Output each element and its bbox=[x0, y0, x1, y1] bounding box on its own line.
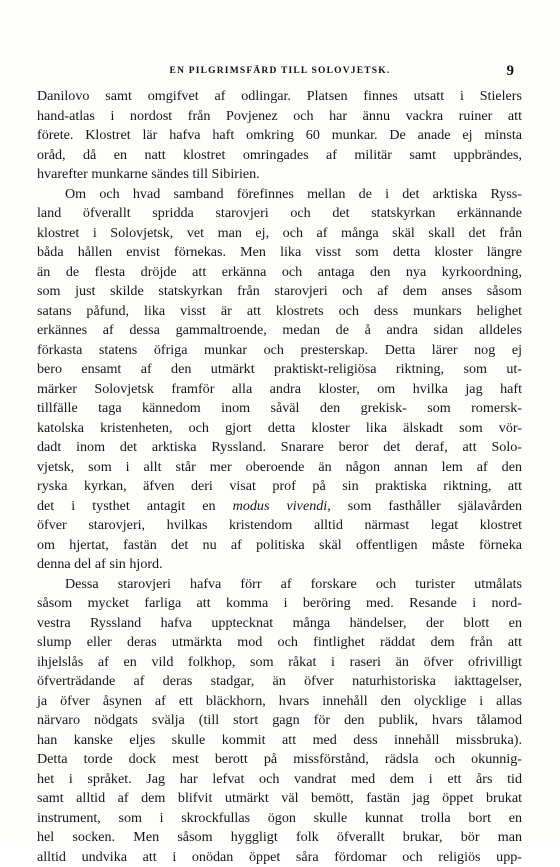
text-line-content: ja öfver åsynen af ett bläckhorn, hvars innehåll den olycklige i allas bbox=[37, 693, 522, 709]
text-line bbox=[37, 750, 522, 770]
text-line-content: vestra Ryssland hafva upptecknat många händelser, der blott en bbox=[37, 615, 522, 631]
text-line-content: närvaro nödgats svälja (till stort gagn för den publik, hvars tålamod bbox=[37, 712, 522, 728]
text-line bbox=[37, 516, 522, 536]
text-line bbox=[37, 458, 522, 478]
text-line-content: hel socken. Men såsom hyggligt folk öfverallt brukar, bör man bbox=[37, 829, 522, 845]
text-line bbox=[37, 185, 522, 205]
text-line-content: som just skilde statskyrkan från starovjeri och af dem anses såsom bbox=[37, 283, 522, 299]
text-line-content: förete. Klostret lär hafva haft omkring 60 munkar. De anade ej minsta bbox=[37, 127, 522, 143]
text-line bbox=[37, 497, 522, 517]
text-line-content: tillfälle taga kännedom inom såväl den grekisk- som romersk- bbox=[37, 400, 522, 416]
text-line bbox=[37, 107, 522, 127]
text-line bbox=[37, 477, 522, 497]
text-line bbox=[37, 419, 522, 439]
text-line bbox=[37, 204, 522, 224]
text-line-content: vjetsk, som i allt står mer oberoende än någon annan lem af den bbox=[37, 459, 522, 475]
text-line bbox=[37, 633, 522, 653]
text-line bbox=[37, 321, 522, 341]
text-line bbox=[37, 341, 522, 361]
page-number: 9 bbox=[507, 63, 515, 80]
text-line bbox=[37, 789, 522, 809]
text-line bbox=[37, 360, 522, 380]
text-line bbox=[37, 399, 522, 419]
text-line bbox=[37, 575, 522, 595]
text-line bbox=[37, 594, 522, 614]
text-line bbox=[37, 438, 522, 458]
text-line bbox=[37, 692, 522, 712]
text-line bbox=[37, 672, 522, 692]
text-line-content: Om och hvad samband förefinnes mellan de i det arktiska Ryss- bbox=[65, 186, 522, 202]
text-line bbox=[37, 731, 522, 751]
text-line bbox=[37, 224, 522, 244]
text-line-content: dadt inom det arktiska Ryssland. Snarare beror det deraf, att Solo- bbox=[37, 439, 522, 455]
text-line-content: Danilovo samt omgifvet af odlingar. Platsen finnes utsatt i Stielers bbox=[37, 88, 522, 104]
text-line-content: Detta torde dock mest berott på missförstånd, rädsla och okunnig- bbox=[37, 751, 522, 767]
text-line-content: samt alltid af dem blifvit utmärkt väl bemött, fastän jag öppet brukat bbox=[37, 790, 522, 806]
text-line bbox=[37, 809, 522, 829]
text-line-content: instrument, som i skrockfullas ögon skulle kunnat trolla bort en bbox=[37, 810, 522, 826]
italic-phrase: modus vivendi bbox=[233, 498, 328, 514]
text-line bbox=[37, 282, 522, 302]
text-line bbox=[37, 828, 522, 848]
text-line-content: hand-atlas i nordost från Povjenez och har ännu vackra ruiner att bbox=[37, 108, 522, 124]
text-line-content: katolska kristenheten, och gjort detta kloster lika älskadt som vör- bbox=[37, 420, 522, 436]
text-line-content: satans påfund, lika visst är att klostrets och dess munkars helighet bbox=[37, 303, 522, 319]
text-line bbox=[37, 146, 522, 166]
text-line-content: hvarefter munkarne sändes till Sibirien. bbox=[37, 166, 260, 182]
text-line-content: det i tysthet antagit en bbox=[37, 498, 216, 514]
text-line bbox=[37, 614, 522, 634]
text-line-content: än de flesta dröjde att erkänna och antaga den nya kyrkoordning, bbox=[37, 264, 522, 280]
text-line-content: båda hållen envist förnekas. Men lika visst som detta kloster längre bbox=[37, 244, 522, 260]
text-line-content: om hjertat, fastän det nu af politiska skäl offentligen måste förneka bbox=[37, 537, 522, 553]
text-line-content: land öfverallt spridda starovjeri och det statskyrkan erkännande bbox=[37, 205, 522, 221]
running-title: EN PILGRIMSFÄRD TILL SOLOVJETSK. bbox=[40, 66, 520, 76]
text-line-content: bero ensamt af den utmärkt praktiskt-religiösa riktning, som ut- bbox=[37, 361, 522, 377]
text-line-content: Dessa starovjeri hafva förr af forskare och turister utmålats bbox=[65, 576, 522, 592]
text-line-content: såsom mycket farliga att komma i beröring med. Resande i nord- bbox=[37, 595, 522, 611]
text-line-content: klostret i Solovjetsk, vet man ej, och af många skäl skall det från bbox=[37, 225, 522, 241]
body-text bbox=[37, 87, 522, 867]
text-line-content: ryska kyrkan, äfven deri visat prof på sin praktiska riktning, att bbox=[37, 478, 522, 494]
text-line-content: öfverträdande af deras stadgar, än öfver naturhistoriska iakttagelser, bbox=[37, 673, 522, 689]
text-line bbox=[37, 263, 522, 283]
text-line bbox=[37, 536, 522, 556]
text-line-content: han kanske eljes skulle kommit att med dess innehåll missbruka). bbox=[37, 732, 522, 748]
text-line bbox=[37, 380, 522, 400]
text-line bbox=[37, 848, 522, 867]
text-line-content: förkasta statens öfriga munkar och presterskap. Detta lärer nog ej bbox=[37, 342, 522, 358]
text-line bbox=[37, 243, 522, 263]
text-line-content: oråd, då en natt klostret omringades af militär samt uppbrändes, bbox=[37, 147, 522, 163]
text-line-content: ihjelslås af en vild folkhop, som råkat i raseri än öfver ofrivilligt bbox=[37, 654, 522, 670]
text-line-content: het i språket. Jag har lefvat och vandrat med dem i ett års tid bbox=[37, 771, 522, 787]
text-line bbox=[37, 653, 522, 673]
text-line-continuation: , som fasthåller själavården bbox=[327, 498, 522, 514]
text-line-content: erkännes af dessa gammaltroende, medan de å andra sidan alldeles bbox=[37, 322, 522, 338]
text-line bbox=[37, 126, 522, 146]
text-line bbox=[37, 87, 522, 107]
text-line-content: öfver starovjeri, hvilkas kristendom alltid närmast legat klostret bbox=[37, 517, 522, 533]
text-line-content: märker Solovjetsk framför alla andra kloster, om hvilka jag haft bbox=[37, 381, 522, 397]
text-line bbox=[37, 302, 522, 322]
text-line bbox=[37, 555, 522, 575]
text-line bbox=[37, 770, 522, 790]
page-header bbox=[40, 63, 520, 81]
text-line-content: slump eller deras utmärkta mod och fintlighet räddat dem från att bbox=[37, 634, 522, 650]
text-line bbox=[37, 711, 522, 731]
text-line-content: alltid undvika att i onödan öppet såra fördomar och religiös upp- bbox=[37, 849, 522, 865]
text-line bbox=[37, 165, 522, 185]
text-line-content: denna del af sin hjord. bbox=[37, 556, 163, 572]
